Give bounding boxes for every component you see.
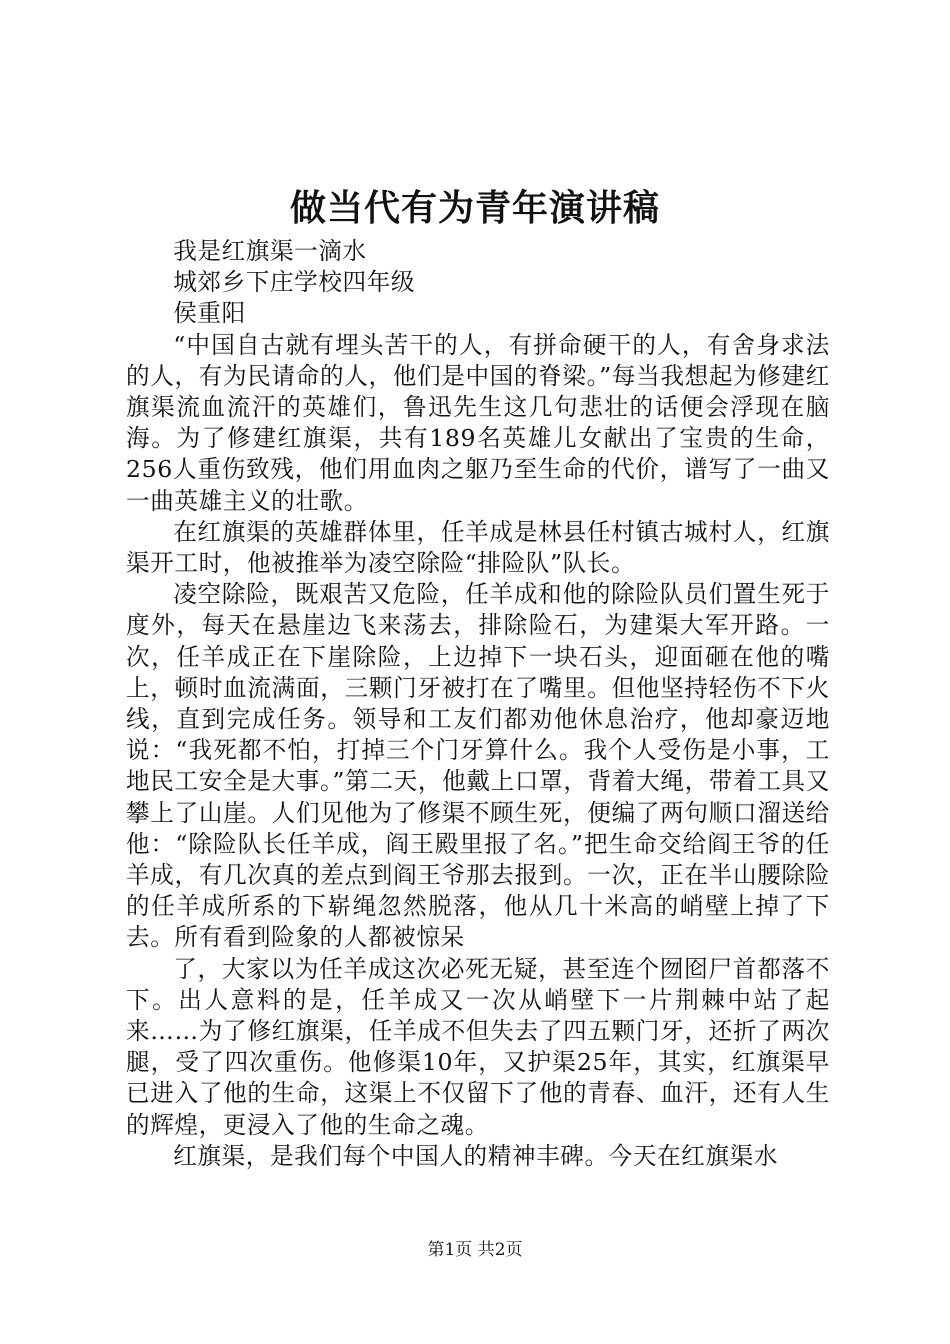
subtitle-line: 我是红旗渠一滴水 (173, 237, 367, 265)
paragraph: 在红旗渠的英雄群体里，任羊成是林县任村镇古城村人，红旗渠开工时，他被推举为凌空除险“排险队”队长。 (126, 517, 830, 578)
paragraph: “中国自古就有埋头苦干的人，有拼命硬干的人，有舍身求法的人，有为民请命的人，他们是中国的脊梁。”每当我想起为修建红旗渠流血流汗的英雄们，鲁迅先生这几句悲壮的话便会浮现在脑海。为了修建红旗渠，共有189名英雄儿女献出了宝贵的生命，256人重伤致残，他们用血肉之躯乃至生命的代价，谱写了一曲又一曲英雄主义的壮歌。 (126, 330, 830, 515)
paragraph: 了，大家以为任羊成这次必死无疑，甚至连个囫囵尸首都落不下。出人意料的是，任羊成又一次从峭壁下一片荆棘中站了起来……为了修红旗渠，任羊成不但失去了四五颗门牙，还折了两次腿，受了四次重伤。他修渠10年，又护渠25年，其实，红旗渠早已进入了他的生命，这渠上不仅留下了他的青春、血汗，还有人生的辉煌，更浸入了他的生命之魂。 (126, 954, 830, 1139)
paragraph: 红旗渠，是我们每个中国人的精神丰碑。今天在红旗渠水 (173, 1141, 779, 1170)
document-body (126, 236, 830, 1172)
page-footer: 第1页 共2页 (427, 1240, 523, 1260)
school-line: 城郊乡下庄学校四年级 (173, 268, 416, 297)
author-line: 侯重阳 (173, 299, 246, 328)
paragraph: 凌空除险，既艰苦又危险，任羊成和他的除险队员们置生死于度外，每天在悬崖边飞来荡去，排除险石，为建渠大军开路。一次，任羊成正在下崖除险，上边掉下一块石头，迎面砸在他的嘴上，顿时血流满面，三颗门牙被打在了嘴里。但他坚持轻伤不下火线，直到完成任务。领导和工友们都劝他休息治疗，他却豪迈地说：“我死都不怕，打掉三个门牙算什么。我个人受伤是小事，工地民工安全是大事。”第二天，他戴上口罩，背着大绳，带着工具又攀上了山崖。人们见他为了修渠不顾生死，便编了两句顺口溜送给他：“除险队长任羊成，阎王殿里报了名。”把生命交给阎王爷的任羊成，有几次真的差点到阎王爷那去报到。一次，正在半山腰除险的任羊成所系的下崭绳忽然脱落，他从几十米高的峭壁上掉了下去。所有看到险象的人都被惊呆 (126, 580, 830, 952)
document-title: 做当代有为青年演讲稿 (289, 187, 660, 229)
